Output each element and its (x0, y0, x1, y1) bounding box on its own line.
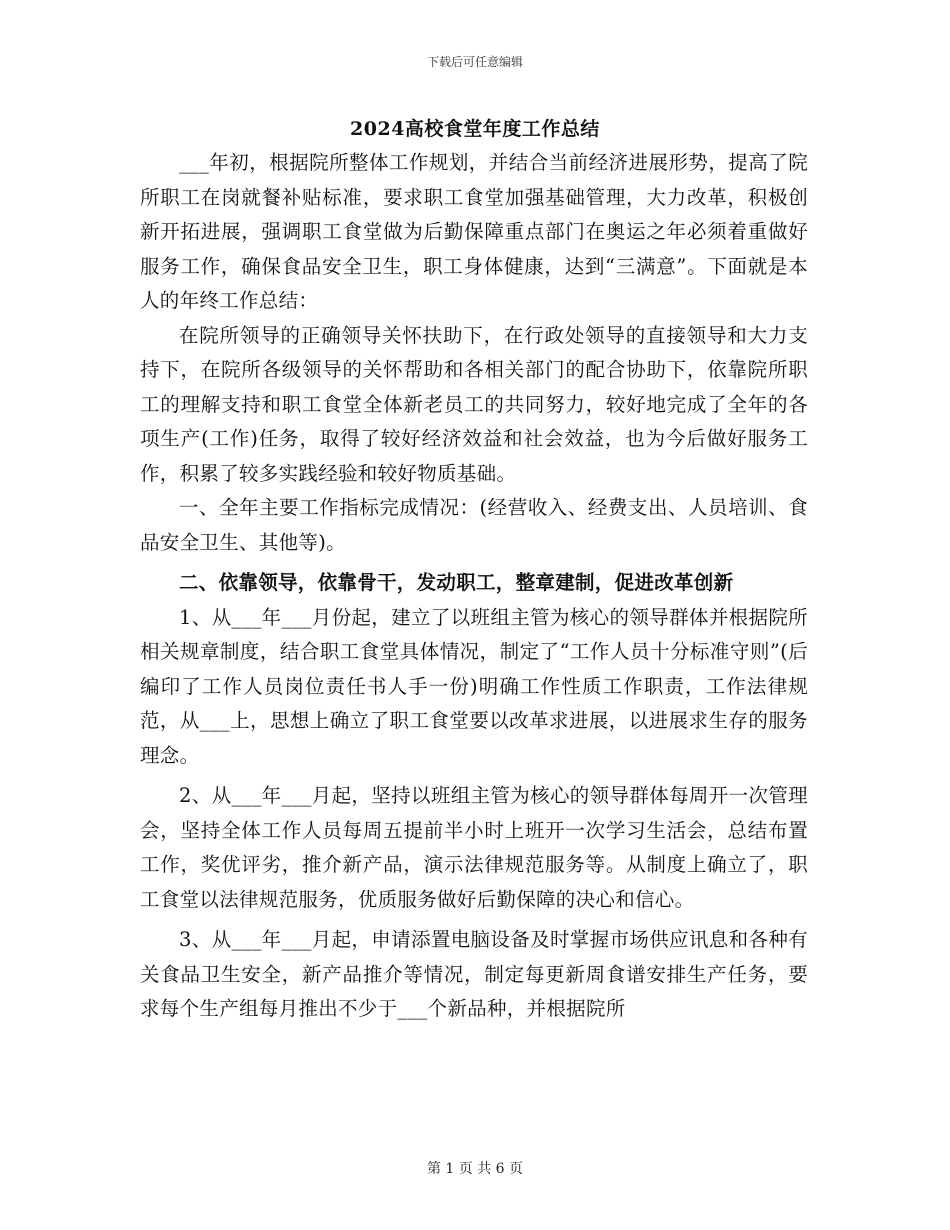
paragraph-item-1: 1、从___年___月份起，建立了以班组主管为核心的领导群体并根据院所相关规章制度，结合职工食堂具体情况，制定了“工作人员十分标准守则”(后编印了工作人员岗位责任书人手一份)明确工作性质工作职责，工作法律规范，从___上，思想上确立了职工食堂要以改革求进展，以进展求生存的服务理念。 (140, 605, 808, 767)
paragraph-item-3: 3、从___年___月起，申请添置电脑设备及时掌握市场供应讯息和各种有关食品卫生安全，新产品推介等情况，制定每更新周食谱安排生产任务，要求每个生产组每月推出不少于___个新品种，并根据院所 (140, 928, 808, 1020)
paragraph-item-2: 2、从___年___月起，坚持以班组主管为核心的领导群体每周开一次管理会，坚持全体工作人员每周五提前半小时上班开一次学习生活会，总结布置工作，奖优评劣，推介新产品，演示法律规范服务等。从制度上确立了，职工食堂以法律规范服务，优质服务做好后勤保障的决心和信心。 (140, 784, 808, 911)
document-body (140, 146, 808, 1027)
paragraph-section-one: 一、全年主要工作指标完成情况：(经营收入、经费支出、人员培训、食品安全卫生、其他等)。 (140, 496, 808, 554)
header-note: 下载后可任意编辑 (426, 55, 523, 69)
page-footer: 第 1 页 共 6 页 (426, 1161, 524, 1177)
document-title: 2024高校食堂年度工作总结 (350, 118, 600, 140)
section-heading-two: 二、依靠领导，依靠骨干，发动职工，整章建制，促进改革创新 (179, 571, 734, 594)
paragraph-intro: ___年初，根据院所整体工作规划，并结合当前经济进展形势，提高了院所职工在岗就餐补贴标准，要求职工食堂加强基础管理，大力改革，积极创新开拓进展，强调职工食堂做为后勤保障重点部门在奥运之年必须着重做好服务工作，确保食品安全卫生，职工身体健康，达到“三满意”。下面就是本人的年终工作总结： (140, 151, 808, 312)
paragraph-leadership: 在院所领导的正确领导关怀扶助下，在行政处领导的直接领导和大力支持下，在院所各级领导的关怀帮助和各相关部门的配合协助下，依靠院所职工的理解支持和职工食堂全体新老员工的共同努力，较好地完成了全年的各项生产(工作)任务，取得了较好经济效益和社会效益，也为今后做好服务工作，积累了较多实践经验和较好物质基础。 (140, 323, 808, 485)
